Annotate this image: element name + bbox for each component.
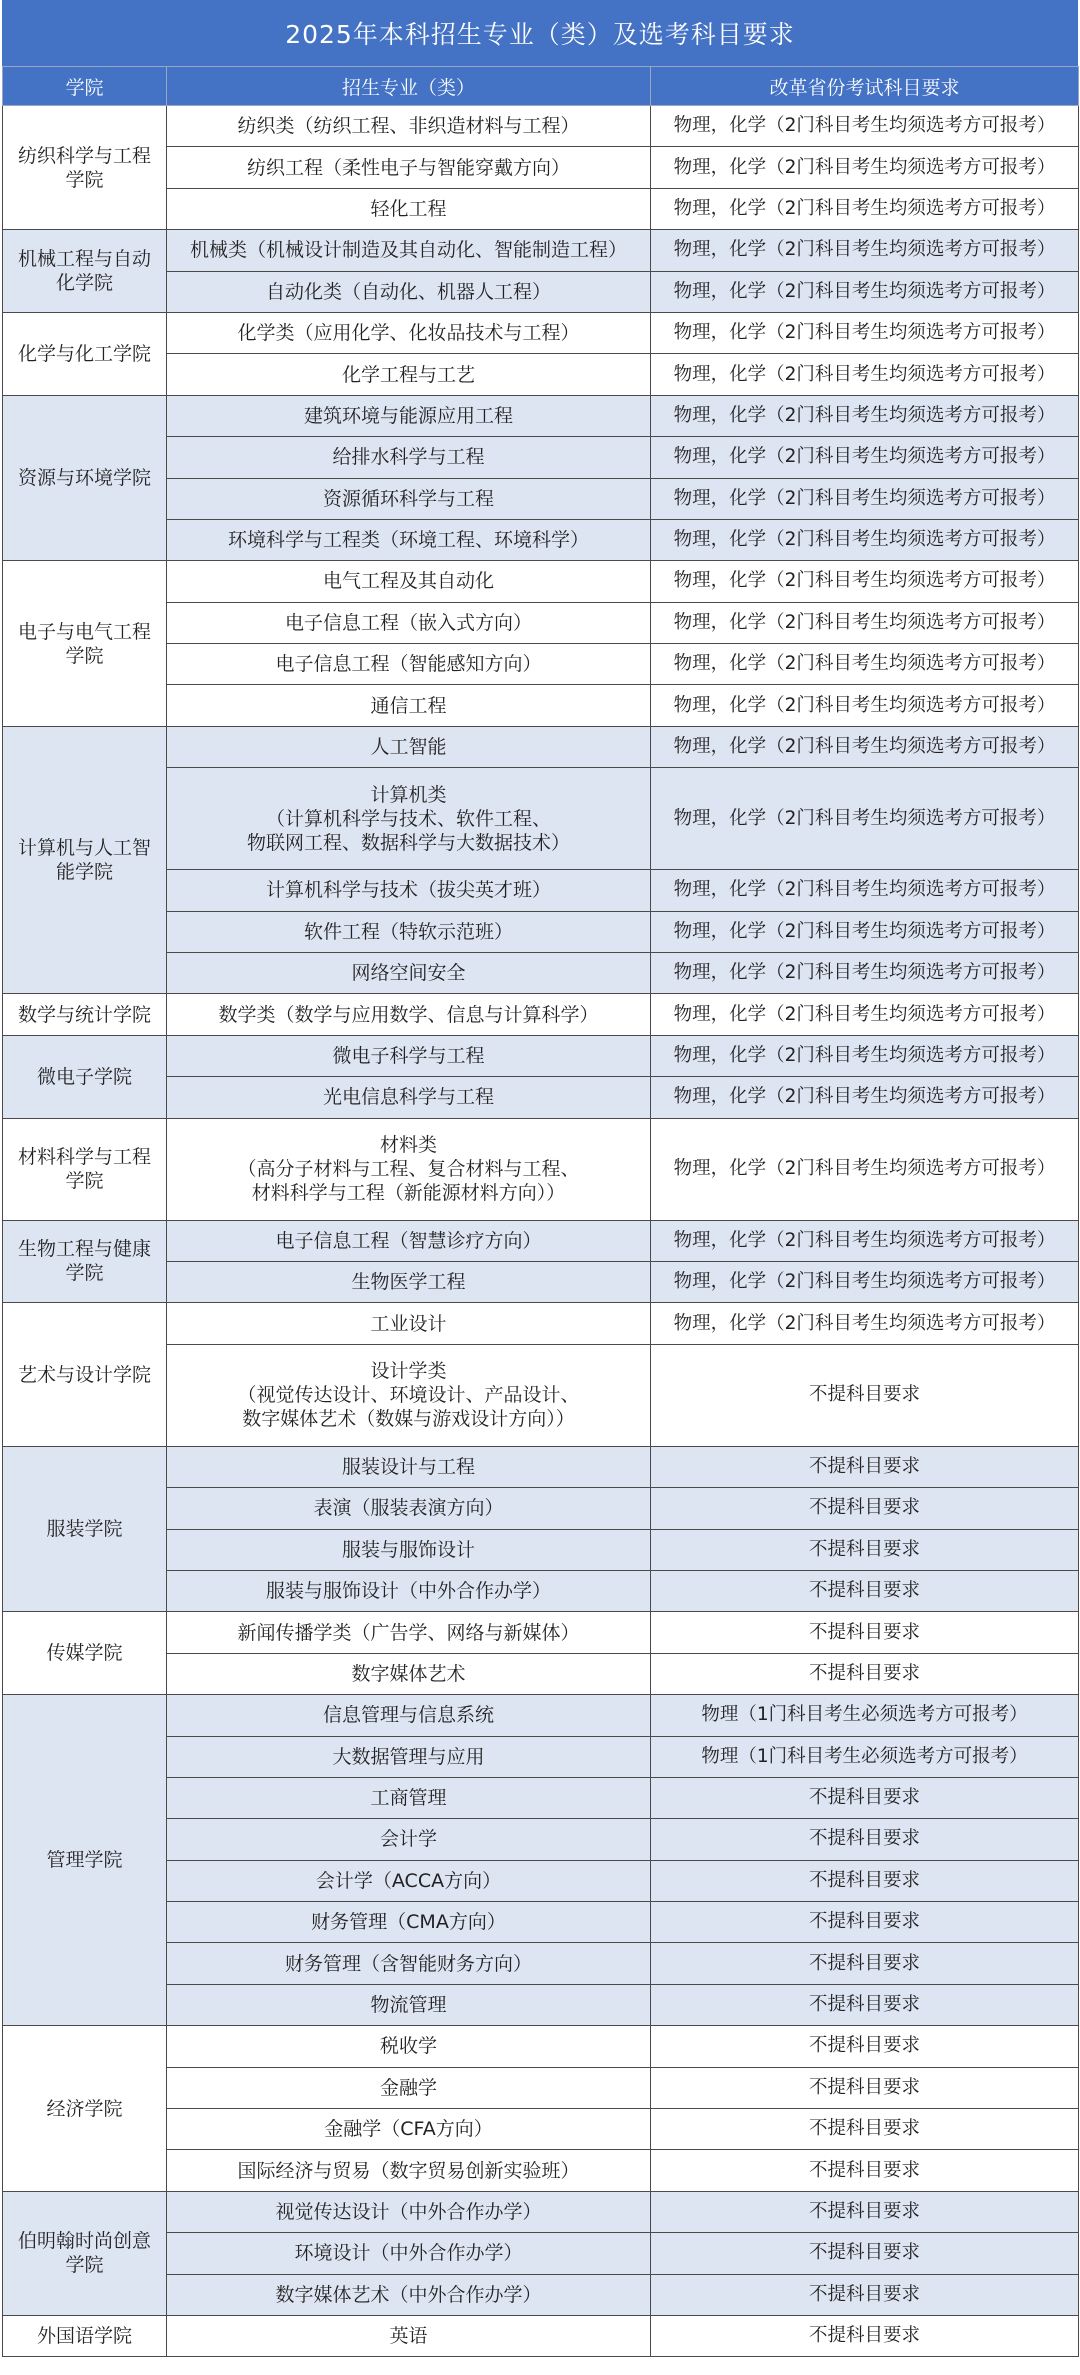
requirement-cell: 不提科目要求 — [651, 2191, 1079, 2232]
major-line: 工商管理 — [370, 1787, 447, 1810]
major-cell — [167, 2109, 651, 2150]
table-row — [3, 312, 1079, 353]
major-line: 给排水科学与工程 — [332, 446, 485, 469]
requirement-cell: 物理，化学（2门科目考生均须选考方可报考） — [651, 437, 1079, 478]
major-line: 会计学（ACCA方向） — [315, 1869, 502, 1892]
requirement-cell: 物理，化学（2门科目考生均须选考方可报考） — [651, 561, 1079, 602]
requirement-cell: 物理，化学（2门科目考生均须选考方可报考） — [651, 1303, 1079, 1344]
major-cell — [167, 1902, 651, 1943]
requirement-cell: 物理，化学（2门科目考生均须选考方可报考） — [651, 271, 1079, 312]
major-cell — [167, 1118, 651, 1220]
major-cell — [167, 106, 651, 147]
major-line: 电子信息工程（嵌入式方向） — [284, 611, 532, 634]
major-line: 电气工程及其自动化 — [322, 570, 494, 593]
college-cell: 微电子学院 — [3, 1035, 167, 1118]
requirement-cell: 不提科目要求 — [651, 2109, 1079, 2150]
major-line: 材料类 — [379, 1134, 437, 1157]
table-row — [3, 1303, 1079, 1344]
major-cell — [167, 395, 651, 436]
major-cell — [167, 2233, 651, 2274]
college-cell: 服装学院 — [3, 1446, 167, 1612]
table-row — [3, 1612, 1079, 1653]
major-cell — [167, 685, 651, 726]
major-line: 金融学（CFA方向） — [324, 2118, 493, 2141]
major-line: 新闻传播学类（广告学、网络与新媒体） — [237, 1621, 580, 1644]
table-row — [3, 561, 1079, 602]
requirement-cell: 物理，化学（2门科目考生均须选考方可报考） — [651, 726, 1079, 767]
college-cell: 生物工程与健康学院 — [3, 1220, 167, 1303]
major-line: 财务管理（CMA方向） — [311, 1911, 506, 1934]
major-line: 税收学 — [379, 2035, 437, 2058]
requirement-cell: 物理，化学（2门科目考生均须选考方可报考） — [651, 994, 1079, 1035]
requirements-table — [2, 66, 1079, 2357]
major-line: （高分子材料与工程、复合材料与工程、 — [237, 1158, 580, 1181]
table-row — [3, 1446, 1079, 1487]
major-cell — [167, 953, 651, 994]
major-cell — [167, 994, 651, 1035]
major-cell — [167, 437, 651, 478]
requirement-cell: 不提科目要求 — [651, 2274, 1079, 2315]
major-line: 机械类（机械设计制造及其自动化、智能制造工程） — [189, 239, 627, 262]
college-cell: 计算机与人工智能学院 — [3, 726, 167, 994]
table-row — [3, 726, 1079, 767]
major-line: 轻化工程 — [370, 197, 447, 220]
requirement-cell: 不提科目要求 — [651, 2315, 1079, 2356]
requirement-cell: 不提科目要求 — [651, 2026, 1079, 2067]
major-line: 国际经济与贸易（数字贸易创新实验班） — [237, 2159, 580, 2182]
major-cell — [167, 1529, 651, 1570]
requirement-cell: 不提科目要求 — [651, 1488, 1079, 1529]
requirement-cell: 物理（1门科目考生必须选考方可报考） — [651, 1695, 1079, 1736]
major-cell — [167, 1984, 651, 2025]
requirement-cell: 物理，化学（2门科目考生均须选考方可报考） — [651, 1077, 1079, 1118]
requirement-cell: 不提科目要求 — [651, 2233, 1079, 2274]
requirements-sheet — [2, 0, 1078, 2357]
major-cell — [167, 768, 651, 870]
major-line: 服装设计与工程 — [341, 1455, 475, 1478]
major-cell — [167, 1736, 651, 1777]
major-line: 化学类（应用化学、化妆品技术与工程） — [237, 322, 580, 345]
requirement-cell: 物理，化学（2门科目考生均须选考方可报考） — [651, 188, 1079, 229]
major-line: 化学工程与工艺 — [341, 363, 475, 386]
requirement-cell: 物理，化学（2门科目考生均须选考方可报考） — [651, 911, 1079, 952]
major-line: 微电子科学与工程 — [332, 1045, 485, 1067]
major-cell — [167, 1261, 651, 1302]
requirement-cell: 不提科目要求 — [651, 1860, 1079, 1901]
table-row — [3, 2026, 1079, 2067]
major-line: 大数据管理与应用 — [332, 1745, 485, 1768]
requirement-cell: 不提科目要求 — [651, 1344, 1079, 1446]
requirement-cell: 物理，化学（2门科目考生均须选考方可报考） — [651, 768, 1079, 870]
major-cell — [167, 1695, 651, 1736]
major-cell — [167, 478, 651, 519]
major-line: 计算机科学与技术（拔尖英才班） — [265, 879, 551, 902]
major-line: 光电信息科学与工程 — [322, 1086, 494, 1109]
major-cell — [167, 644, 651, 685]
requirement-cell: 不提科目要求 — [651, 1612, 1079, 1653]
requirement-cell: 不提科目要求 — [651, 1777, 1079, 1818]
requirement-cell: 不提科目要求 — [651, 1529, 1079, 1570]
header-row — [3, 67, 1079, 106]
requirement-cell: 不提科目要求 — [651, 1902, 1079, 1943]
college-cell: 经济学院 — [3, 2026, 167, 2192]
major-cell — [167, 1819, 651, 1860]
major-cell — [167, 312, 651, 353]
requirement-cell: 物理，化学（2门科目考生均须选考方可报考） — [651, 106, 1079, 147]
major-line: 英语 — [389, 2325, 428, 2348]
major-line: 服装与服饰设计（中外合作办学） — [265, 1580, 551, 1603]
header-major: 招生专业（类） — [167, 67, 651, 106]
requirement-cell: 不提科目要求 — [651, 1570, 1079, 1611]
major-cell — [167, 230, 651, 271]
major-cell — [167, 1612, 651, 1653]
major-line: 会计学 — [379, 1828, 437, 1851]
table-row — [3, 230, 1079, 271]
table-body — [3, 106, 1079, 2357]
requirement-cell: 物理，化学（2门科目考生均须选考方可报考） — [651, 395, 1079, 436]
major-line: 数字媒体艺术 — [351, 1662, 466, 1685]
table-row — [3, 395, 1079, 436]
requirement-cell: 不提科目要求 — [651, 1943, 1079, 1984]
requirement-cell: 物理，化学（2门科目考生均须选考方可报考） — [651, 953, 1079, 994]
major-line: 材料科学与工程（新能源材料方向）） — [251, 1182, 566, 1205]
major-line: 服装与服饰设计 — [341, 1538, 475, 1561]
major-line: 金融学 — [379, 2076, 437, 2099]
requirement-cell: 物理，化学（2门科目考生均须选考方可报考） — [651, 230, 1079, 271]
requirement-cell: 物理，化学（2门科目考生均须选考方可报考） — [651, 147, 1079, 188]
major-cell — [167, 2150, 651, 2191]
major-cell — [167, 561, 651, 602]
major-cell — [167, 1220, 651, 1261]
major-line: （计算机科学与技术、软件工程、 — [265, 807, 551, 830]
college-cell: 电子与电气工程学院 — [3, 561, 167, 727]
major-cell — [167, 1777, 651, 1818]
requirement-cell: 物理，化学（2门科目考生均须选考方可报考） — [651, 870, 1079, 911]
major-line: 建筑环境与能源应用工程 — [303, 404, 513, 427]
major-line: 数学类（数学与应用数学、信息与计算科学） — [218, 1003, 599, 1026]
requirement-cell: 物理，化学（2门科目考生均须选考方可报考） — [651, 519, 1079, 560]
requirement-cell: 物理，化学（2门科目考生均须选考方可报考） — [651, 1220, 1079, 1261]
major-cell — [167, 1860, 651, 1901]
header-college: 学院 — [3, 67, 167, 106]
major-cell — [167, 2026, 651, 2067]
requirement-cell: 不提科目要求 — [651, 1819, 1079, 1860]
requirement-cell: 物理，化学（2门科目考生均须选考方可报考） — [651, 478, 1079, 519]
major-line: 财务管理（含智能财务方向） — [284, 1952, 532, 1975]
major-line: 纺织类（纺织工程、非织造材料与工程） — [237, 115, 580, 138]
major-cell — [167, 188, 651, 229]
major-line: 自动化类（自动化、机器人工程） — [265, 280, 551, 303]
major-cell — [167, 1035, 651, 1076]
requirement-cell: 不提科目要求 — [651, 1984, 1079, 2025]
major-cell — [167, 519, 651, 560]
requirement-cell: 物理，化学（2门科目考生均须选考方可报考） — [651, 1118, 1079, 1220]
major-cell — [167, 1446, 651, 1487]
college-cell: 伯明翰时尚创意学院 — [3, 2191, 167, 2315]
header-requirement: 改革省份考试科目要求 — [651, 67, 1079, 106]
major-line: 网络空间安全 — [351, 962, 466, 985]
college-cell: 纺织科学与工程学院 — [3, 106, 167, 230]
requirement-cell: 物理，化学（2门科目考生均须选考方可报考） — [651, 644, 1079, 685]
requirement-cell: 物理，化学（2门科目考生均须选考方可报考） — [651, 685, 1079, 726]
major-line: 电子信息工程（智能感知方向） — [275, 653, 542, 676]
major-line: 数字媒体艺术（中外合作办学） — [275, 2283, 542, 2306]
major-line: 人工智能 — [370, 736, 447, 759]
college-cell: 管理学院 — [3, 1695, 167, 2026]
requirement-cell: 物理，化学（2门科目考生均须选考方可报考） — [651, 602, 1079, 643]
major-cell — [167, 2315, 651, 2356]
major-cell — [167, 1303, 651, 1344]
major-cell — [167, 726, 651, 767]
table-title: 2025年本科招生专业（类）及选考科目要求 — [2, 0, 1078, 66]
table-row — [3, 1118, 1079, 1220]
table-row — [3, 1695, 1079, 1736]
major-cell — [167, 147, 651, 188]
major-line: 生物医学工程 — [351, 1271, 466, 1294]
requirement-cell: 物理（1门科目考生必须选考方可报考） — [651, 1736, 1079, 1777]
table-row — [3, 2315, 1079, 2356]
major-cell — [167, 870, 651, 911]
college-cell: 传媒学院 — [3, 1612, 167, 1695]
major-cell — [167, 1077, 651, 1118]
major-line: 信息管理与信息系统 — [322, 1704, 494, 1727]
major-cell — [167, 271, 651, 312]
major-line: 纺织工程（柔性电子与智能穿戴方向） — [246, 156, 570, 179]
table-row — [3, 1035, 1079, 1076]
major-line: 软件工程（特软示范班） — [303, 920, 513, 943]
major-cell — [167, 1653, 651, 1694]
major-line: 通信工程 — [370, 694, 447, 717]
major-line: 环境设计（中外合作办学） — [294, 2242, 523, 2265]
major-line: （视觉传达设计、环境设计、产品设计、 — [237, 1384, 580, 1407]
major-line: 物流管理 — [370, 1994, 447, 2017]
requirement-cell: 不提科目要求 — [651, 2067, 1079, 2108]
college-cell: 机械工程与自动化学院 — [3, 230, 167, 313]
college-cell: 材料科学与工程学院 — [3, 1118, 167, 1220]
requirement-cell: 不提科目要求 — [651, 2150, 1079, 2191]
table-row — [3, 1220, 1079, 1261]
major-line: 视觉传达设计（中外合作办学） — [275, 2200, 542, 2223]
table-row — [3, 2191, 1079, 2232]
college-cell: 外国语学院 — [3, 2315, 167, 2356]
major-line: 设计学类 — [370, 1360, 447, 1383]
requirement-cell: 物理，化学（2门科目考生均须选考方可报考） — [651, 1035, 1079, 1076]
major-cell — [167, 1943, 651, 1984]
table-row — [3, 994, 1079, 1035]
major-cell — [167, 2067, 651, 2108]
major-cell — [167, 2191, 651, 2232]
major-line: 计算机类 — [370, 783, 447, 806]
major-line: 表演（服装表演方向） — [313, 1497, 504, 1520]
table-row — [3, 106, 1079, 147]
major-line: 环境科学与工程类（环境工程、环境科学） — [227, 529, 589, 552]
requirement-cell: 物理，化学（2门科目考生均须选考方可报考） — [651, 312, 1079, 353]
major-cell — [167, 911, 651, 952]
major-cell — [167, 354, 651, 395]
major-cell — [167, 2274, 651, 2315]
major-line: 资源循环科学与工程 — [322, 487, 494, 510]
major-cell — [167, 1488, 651, 1529]
requirement-cell: 物理，化学（2门科目考生均须选考方可报考） — [651, 354, 1079, 395]
college-cell: 资源与环境学院 — [3, 395, 167, 561]
major-cell — [167, 1570, 651, 1611]
college-cell: 化学与化工学院 — [3, 312, 167, 395]
requirement-cell: 不提科目要求 — [651, 1446, 1079, 1487]
college-cell: 数学与统计学院 — [3, 994, 167, 1035]
major-cell — [167, 602, 651, 643]
college-cell: 艺术与设计学院 — [3, 1303, 167, 1446]
major-line: 电子信息工程（智慧诊疗方向） — [275, 1229, 542, 1252]
major-line: 工业设计 — [370, 1312, 447, 1335]
major-cell — [167, 1344, 651, 1446]
requirement-cell: 物理，化学（2门科目考生均须选考方可报考） — [651, 1261, 1079, 1302]
table-header — [3, 67, 1079, 106]
requirement-cell: 不提科目要求 — [651, 1653, 1079, 1694]
major-line: 数字媒体艺术（数媒与游戏设计方向）） — [242, 1408, 575, 1431]
major-line: 物联网工程、数据科学与大数据技术） — [246, 831, 570, 854]
